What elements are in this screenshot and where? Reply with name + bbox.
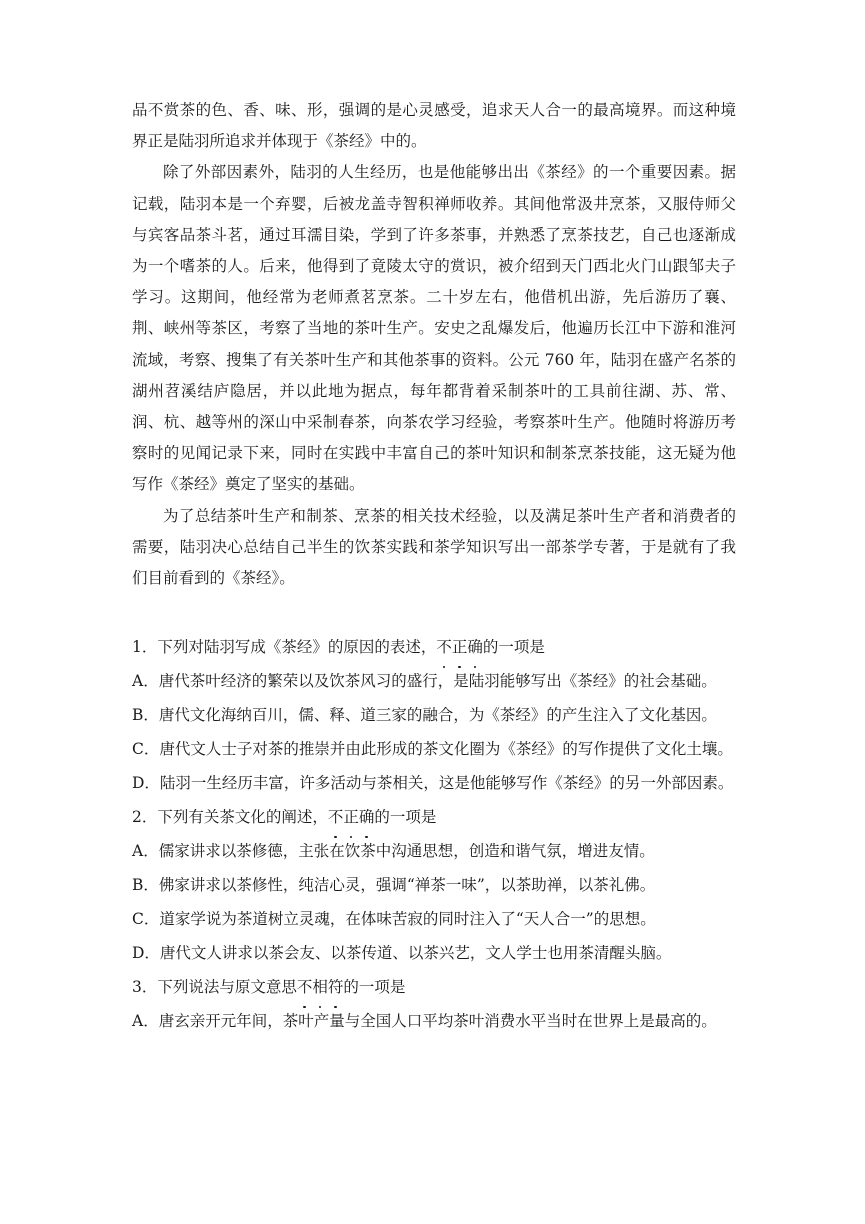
paragraph-3: 为了总结茶叶生产和制茶、烹茶的相关技术经验，以及满足茶叶生产者和消费者的需要，陆羽决心总结自己半生的饮茶实践和茶学知识写出一部茶学专著，于是就有了我们目前看到的《茶经》。 xyxy=(132,506,736,588)
question-1-stem-after: 的一项是 xyxy=(482,638,545,657)
question-1-option-c: C．唐代文人士子对茶的推崇并由此形成的茶文化圈为《茶经》的写作提供了文化土壤。 xyxy=(132,740,733,759)
question-1 xyxy=(132,630,736,800)
question-2-option-d: D．唐代文人讲求以茶会友、以茶传道、以茶兴艺，文人学士也用茶清醒头脑。 xyxy=(132,944,672,963)
question-1-option-a: A．唐代茶叶经济的繁荣以及饮茶风习的盛行，是陆羽能够写出《茶经》的社会基础。 xyxy=(132,672,717,691)
paragraph-2: 除了外部因素外，陆羽的人生经历，也是他能够出出《茶经》的一个重要因素。据记载，陆羽本是一个弃婴，后被龙盖寺智积禅师收养。其间他常汲井烹茶，又服侍师父与宾客品茶斗茗，通过耳濡目染，学到了许多茶事，并熟悉了烹茶技艺，自己也逐渐成为一个嗜茶的人。后来，他得到了竟陵太守的赏识，被介绍到天门西北火门山跟邹夫子学习。这期间，他经常为老师煮茗烹茶。二十岁左右，他借机出游，先后游历了襄、荆、峡州等茶区，考察了当地的茶叶生产。安史之乱爆发后，他遍历长江中下游和淮河流域，考察、搜集了有关茶叶生产和其他茶事的资料。公元 760 年，陆羽在盛产名茶的湖州苕溪结庐隐居，并以此地为据点，每年都背着采制茶叶的工具前往湖、苏、常、润、杭、越等州的深山中采制春茶，向茶农学习经验，考察茶叶生产。他随时将游历考察时的见闻记录下来，同时在实践中丰富自己的茶叶知识和制茶烹茶技能，这无疑为他写作《茶经》奠定了坚实的基础。 xyxy=(132,163,736,494)
question-2-option-c: C．道家学说为茶道树立灵魂，在体味苦寂的同时注入了“天人合一”的思想。 xyxy=(132,910,656,929)
question-1-option-b: B．唐代文化海纳百川，儒、释、道三家的融合，为《茶经》的产生注入了文化基因。 xyxy=(132,706,717,725)
question-2-stem xyxy=(132,800,736,834)
question-3-stem-before: 3．下列说法与原文意思 xyxy=(132,978,297,997)
question-3 xyxy=(132,970,736,1038)
document-body xyxy=(132,95,736,1038)
question-2 xyxy=(132,800,736,970)
emphasis-char: 不 xyxy=(436,630,452,664)
emphasis-char: 正 xyxy=(452,630,468,664)
emphasis-char: 符 xyxy=(328,970,344,1004)
emphasis-char: 确 xyxy=(359,800,375,834)
emphasis-char: 不 xyxy=(328,800,344,834)
question-2-stem-before: 2．下列有关茶文化的阐述， xyxy=(132,808,328,827)
section-gap xyxy=(132,594,736,630)
emphasis-char: 确 xyxy=(467,630,483,664)
question-1-stem-before: 1．下列对陆羽写成《茶经》的原因的表述， xyxy=(132,638,437,657)
question-2-option-a: A．儒家讲求以茶修德，主张在饮茶中沟通思想，创造和谐气氛，增进友情。 xyxy=(132,842,655,861)
emphasis-char: 不 xyxy=(297,970,313,1004)
question-2-stem-after: 的一项是 xyxy=(374,808,437,827)
emphasis-char: 正 xyxy=(343,800,359,834)
question-3-stem xyxy=(132,970,736,1004)
question-3-stem-after: 的一项是 xyxy=(343,978,406,997)
question-1-stem xyxy=(132,630,736,664)
emphasis-char: 相 xyxy=(312,970,328,1004)
paragraph-1: 品不赏茶的色、香、味、形，强调的是心灵感受，追求天人合一的最高境界。而这种境界正是陆羽所追求并体现于《茶经》中的。 xyxy=(132,101,736,151)
question-3-option-a: A．唐玄亲开元年间，茶叶产量与全国人口平均茶叶消费水平当时在世界上是最高的。 xyxy=(132,1012,717,1031)
question-1-option-d: D．陆羽一生经历丰富，许多活动与茶相关，这是他能够写作《茶经》的另一外部因素。 xyxy=(132,774,734,793)
question-2-option-b: B．佛家讲求以茶修性，纯洁心灵，强调“禅茶一味”，以茶助禅，以茶礼佛。 xyxy=(132,876,656,895)
